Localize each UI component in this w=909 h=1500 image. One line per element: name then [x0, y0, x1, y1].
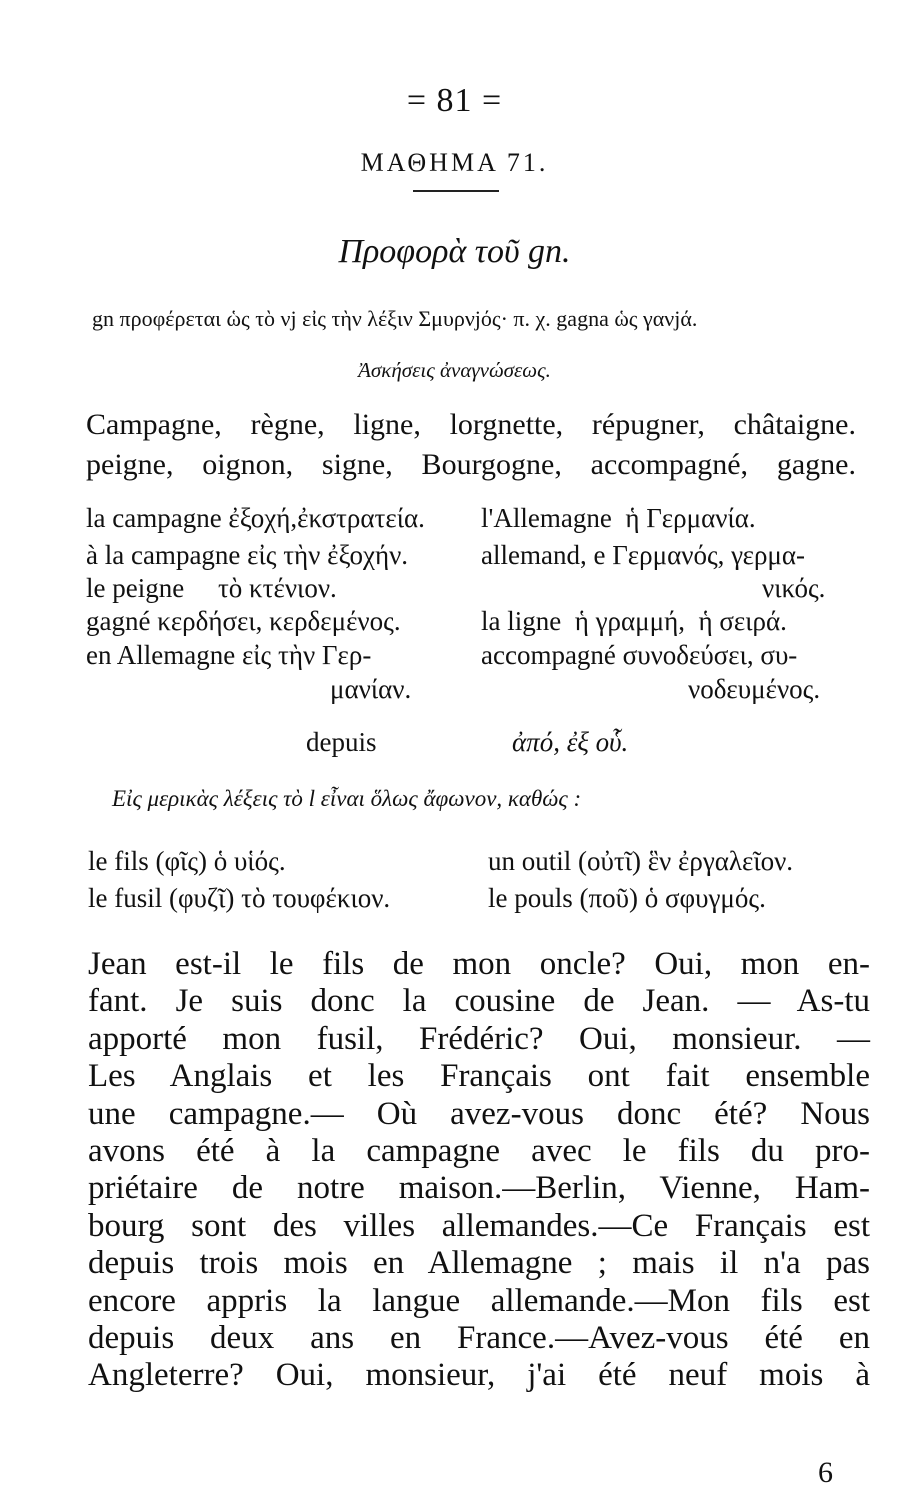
paragraph-line: avons été à la campagne avec le fils du pro- [88, 1132, 870, 1169]
topic-heading: Προφορὰ τοῦ gn. [338, 233, 571, 270]
vocab-right-entry: νοδευμένος. [688, 674, 821, 704]
exercises-heading: Ἀσκήσεις ἀναγνώσεως. [358, 358, 551, 382]
title-divider [413, 190, 499, 192]
vocab-right-entry: νικός. [762, 573, 826, 603]
paragraph-line: apporté mon fusil, Frédéric? Oui, monsieur. — [88, 1020, 870, 1057]
vocab-left-entry: le peigne τὸ κτένιον. [86, 573, 337, 603]
reading-word-line: peigne, oignon, signe, Bourgogne, accompagné, gagne. [86, 448, 856, 481]
vocab-left-entry: à la campagne εἰς τὴν ἐξοχήν. [86, 540, 409, 570]
paragraph-line: priétaire de notre maison.—Berlin, Vienne, Ham- [88, 1170, 870, 1207]
paragraph-line: Angleterre? Oui, monsieur, j'ai été neuf mois à [88, 1357, 870, 1394]
vocab-left-entry: en Allemagne εἰς τὴν Γερ- [86, 640, 372, 670]
vocab-right-entry: accompagné συνοδεύσει, συ- [481, 640, 798, 670]
silent-l-example: le fils (φῖς) ὁ υἱός. [88, 846, 286, 876]
signature-mark: 6 [818, 1456, 833, 1489]
reading-paragraph [88, 946, 870, 1395]
silent-l-caption: Εἰς μερικὰς λέξεις τὸ l εἶναι ὅλως ἄφωνον, καθώς : [112, 786, 582, 811]
vocab-left-entry: gagné κερδήσει, κερδεμένος. [86, 606, 401, 636]
vocab-left-entry: la campagne ἐξοχή,ἐκστρατεία. [86, 503, 425, 533]
paragraph-line: depuis deux ans en France.—Avez-vous été en [88, 1319, 870, 1356]
lesson-title: ΜΑΘΗΜΑ 71. [360, 148, 549, 177]
page-number: = 81 = [406, 82, 503, 119]
paragraph-line: depuis trois mois en Allemagne ; mais il n'a pas [88, 1245, 870, 1282]
pronunciation-note: gn προφέρεται ὡς τὸ νj εἰς τὴν λέξιν Σμυρνjός· π. χ. gagna ὡς γανjά. [92, 306, 698, 331]
vocab-right-entry: allemand, e Γερμανός, γερμα- [481, 540, 806, 570]
paragraph-line: bourg sont des villes allemandes.—Ce Français est [88, 1207, 870, 1244]
paragraph-line: encore appris la langue allemande.—Mon fils est [88, 1282, 870, 1319]
silent-l-example: le fusil (φυζῖ) τὸ τουφέκιον. [88, 883, 391, 913]
paragraph-line: fant. Je suis donc la cousine de Jean. — As-tu [88, 983, 870, 1020]
vocab-depuis-greek: ἀπό, ἐξ οὗ. [512, 727, 629, 757]
vocab-right-entry: l'Allemagne ἡ Γερμανία. [481, 503, 756, 533]
silent-l-example: un outil (οὐτῖ) ἓν ἐργαλεῖον. [488, 846, 794, 876]
vocab-right-entry: la ligne ἡ γραμμή, ἡ σειρά. [481, 606, 787, 636]
reading-word-line: Campagne, règne, ligne, lorgnette, répugner, châtaigne. [86, 408, 856, 441]
paragraph-line: Les Anglais et les Français ont fait ensemble [88, 1058, 870, 1095]
paragraph-line: une campagne.— Où avez-vous donc été? Nous [88, 1095, 870, 1132]
vocab-left-entry: μανίαν. [330, 674, 412, 704]
paragraph-line: Jean est-il le fils de mon oncle? Oui, mon en- [88, 946, 870, 982]
silent-l-example: le pouls (ποῦ) ὁ σφυγμός. [488, 883, 766, 913]
vocab-depuis-french: depuis [306, 727, 377, 757]
